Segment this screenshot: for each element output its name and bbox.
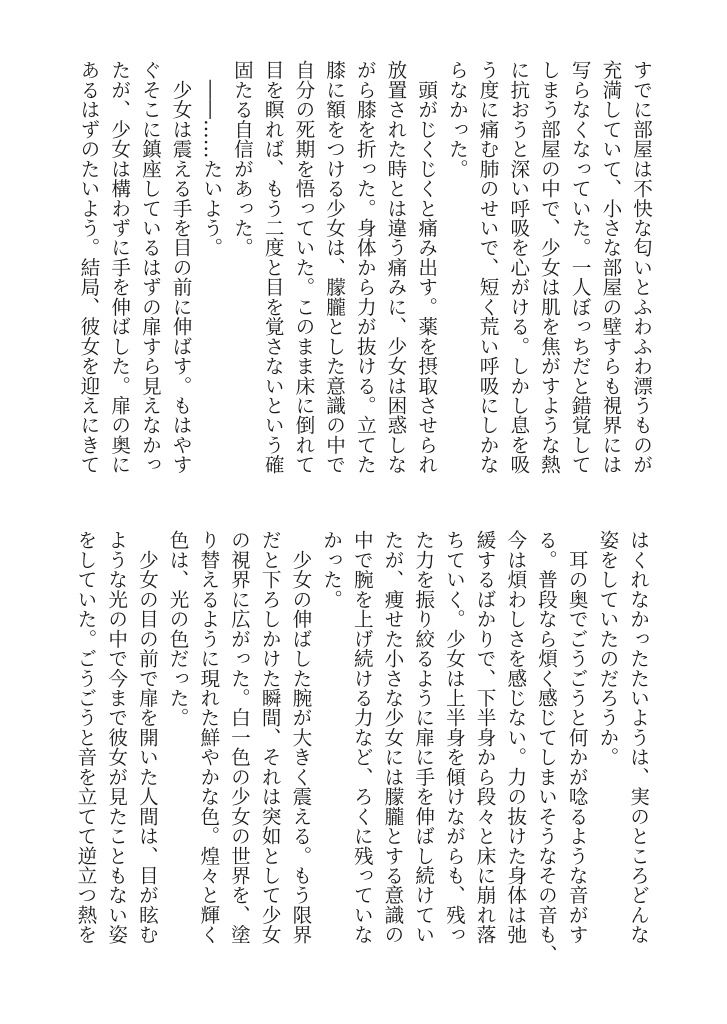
text-column: の視界に広がった。白一色の少女の世界を、塗 <box>227 530 251 945</box>
text-column: う度に痛む肺のせいで、短く荒い呼吸にしかな <box>476 60 500 475</box>
text-column: をしていた。ごうごうと音を立てて逆立つ熱を <box>73 530 97 945</box>
text-column: ような光の中で今まで彼女が見たこともない姿 <box>104 530 128 945</box>
text-column: しまう部屋の中で、少女は肌を焦がすような熱 <box>537 60 561 475</box>
text-column: がら膝を折った。身体から力が抜ける。立てた <box>353 60 377 475</box>
text-column: たが、少女は構わずに手を伸ばした。扉の奥に <box>107 60 131 475</box>
text-column: 緩するばかりで、下半身から段々と床に崩れ落 <box>473 530 497 945</box>
text-column: 少女の目の前で扉を開いた人間は、目が眩む <box>135 530 159 945</box>
text-column: すでに部屋は不快な匂いとふわふわ漂うものが <box>629 60 653 475</box>
text-column: 自分の死期を悟っていた。このまま床に倒れて <box>291 60 315 475</box>
text-column: はくれなかったたいようは、実のところどんな <box>626 530 650 945</box>
text-column: 少女の伸ばした腕が大きく震える。もう限界 <box>288 530 312 945</box>
text-column: 固たる自信があった。 <box>230 60 254 258</box>
text-column: 放置された時とは違う痛みに、少女は困惑しな <box>383 60 407 475</box>
text-column: 充満していて、小さな部屋の壁すらも視界には <box>598 60 622 475</box>
text-column: 中で腕を上げ続ける力など、ろくに残っていな <box>350 530 374 945</box>
text-column: ちていく。少女は上半身を傾けながらも、残っ <box>442 530 466 945</box>
text-column: だと下ろしかけた瞬間、それは突如として少女 <box>258 530 282 945</box>
text-column: 今は煩わしさを感じない。力の抜けた身体は弛 <box>503 530 527 945</box>
text-column: かった。 <box>319 530 343 609</box>
text-column: る。普段なら煩く感じてしまいそうなその音も、 <box>534 530 558 964</box>
text-column: 膝に額をつける少女は、朦朧とした意識の中で <box>322 60 346 475</box>
text-column: た力を振り絞るように扉に手を伸ばし続けてい <box>411 530 435 945</box>
text-column: ぐそこに鎮座しているはずの扉すら見えなかっ <box>138 60 162 475</box>
text-column: 少女は震える手を目の前に伸ばす。もはやす <box>169 60 193 475</box>
text-column: り替えるように現れた鮮やかな色。煌々と輝く <box>196 530 220 945</box>
text-column: 写らなくなっていた。一人ぼっちだと錯覚して <box>568 60 592 475</box>
text-column: 耳の奥でごうごうと何かが唸るような音がす <box>565 530 589 945</box>
text-column: 目を瞑れば、もう二度と目を覚さないという確 <box>261 60 285 475</box>
text-column: 色は、光の色だった。 <box>166 530 190 728</box>
text-column: 頭がじくじくと痛み出す。薬を摂取させられ <box>414 60 438 475</box>
text-column: ――……たいよう。 <box>199 60 223 258</box>
text-column: たが、痩せた小さな少女には朦朧とする意識の <box>380 530 404 945</box>
text-column: らなかった。 <box>445 60 469 179</box>
text-column: に抗おうと深い呼吸を心がける。しかし息を吸 <box>506 60 530 475</box>
text-column: あるはずのたいよう。結局、彼女を迎えにきて <box>76 60 100 475</box>
text-column: 姿をしていたのだろうか。 <box>595 530 619 767</box>
